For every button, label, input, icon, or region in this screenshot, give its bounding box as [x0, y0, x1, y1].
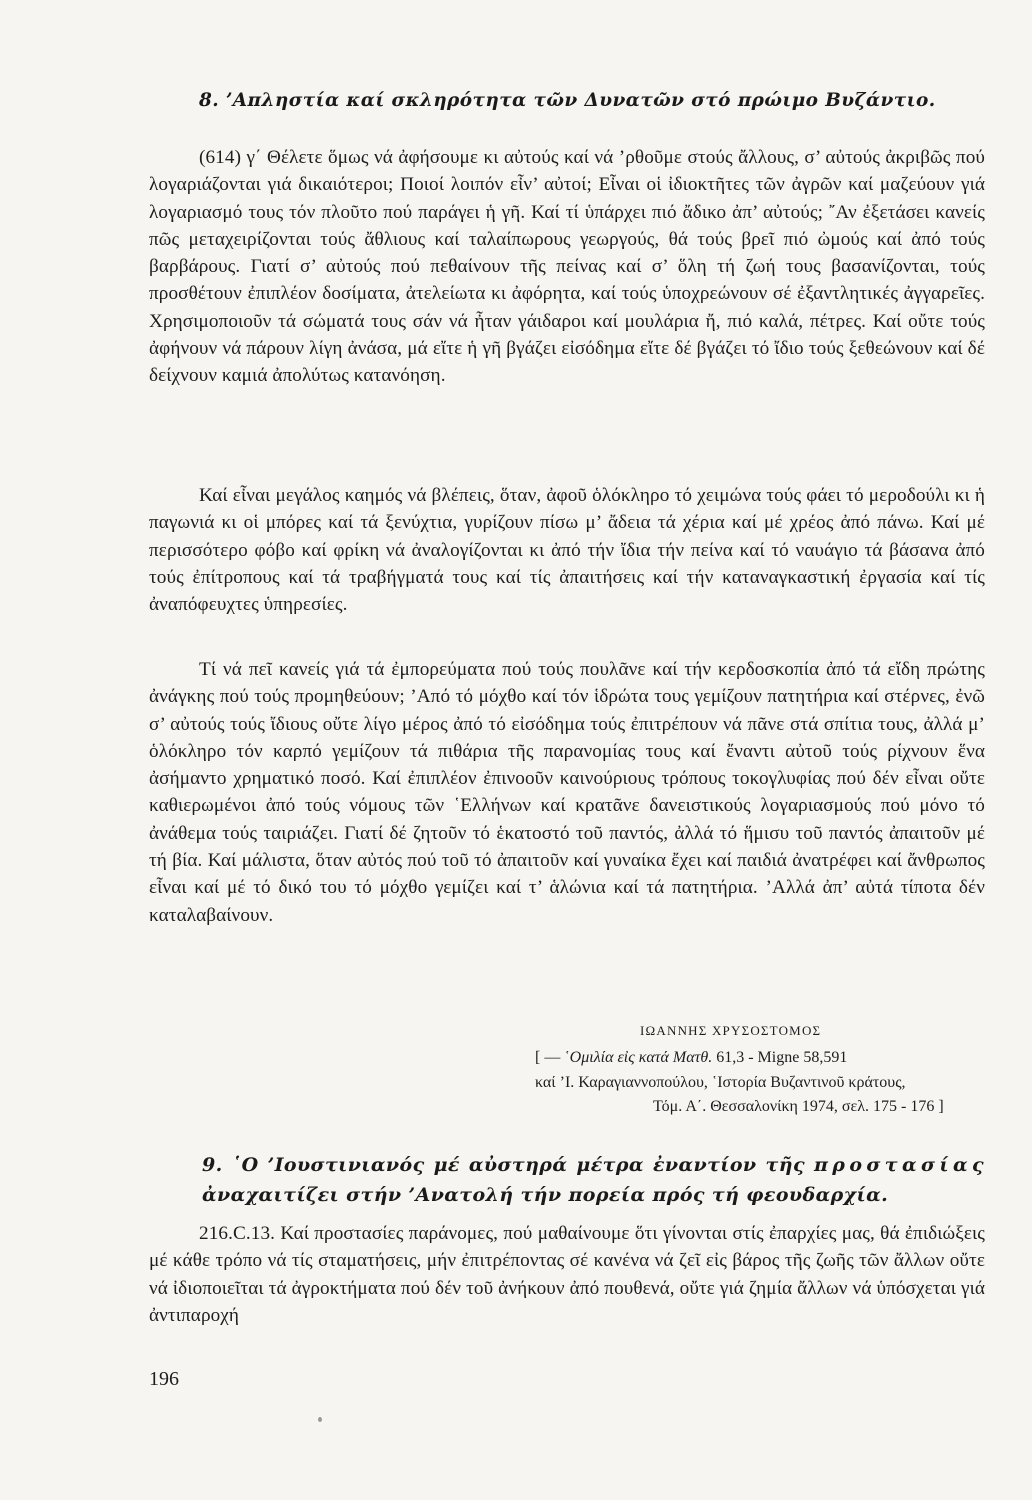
source-citation: [535, 1046, 985, 1120]
section-9-paragraph-1: 216.C.13. Καί προστασίες παράνομες, πού μαθαίνουμε ὅτι γίνονται στίς ἐπαρχίες μας, θά ἐπιδιώξεις μέ κάθε τρόπο νά τίς σταματήσεις, μήν ἐπιτρέποντας σέ κανένα νά ζεῖ εἰς βάρος τῆς ζωῆς τῶν ἄλλων οὔτε νά ἰδιοποιεῖται τά ἀγροκτήματα πού δέν τοῦ ἀνήκουν ἀπό πουθενά, οὔτε γιά ζημία ἄλλων νά ὑπόσχεται γιά ἀντιπαροχή: [149, 1223, 985, 1326]
citation-line-2: καί ’Ι. Καραγιαννοπούλου, ῾Ιστορία Βυζαντινοῦ κράτους,: [535, 1073, 906, 1091]
citation-line-3: Τόμ. Α΄. Θεσσαλονίκη 1974, σελ. 175 - 176 ]: [653, 1098, 944, 1115]
section-8-heading: 8. ’Απληστία καί σκληρότητα τῶν Δυνατῶν στό πρώιμο Βυζάντιο.: [199, 90, 936, 111]
print-speck-mark: [318, 1417, 322, 1422]
citation-line-1: [ — ῾Ομιλία εἰς κατά Ματθ. 61,3 - Migne 58,591: [535, 1049, 848, 1066]
section-8-paragraph-1: (614) γ΄ Θέλετε ὅμως νά ἀφήσουμε κι αὐτούς καί νά ’ρθοῦμε στούς ἄλλους, σ’ αὐτούς ἀκριβῶς πού λογαριάζονται γιά δικαιότεροι; Ποιοί λοιπόν εἶν’ αὐτοί; Εἶναι οἱ ἰδιοκτῆτες τῶν ἀγρῶν καί μαζεύουν γιά λογαριασμό τους τόν πλοῦτο πού παράγει ἡ γῆ. Καί τί ὑπάρχει πιό ἄδικο ἀπ’ αὐτούς; ῎Αν ἐξετάσει κανείς πῶς μεταχειρίζονται τούς ἄθλιους καί ταλαίπωρους γεωργούς, θά τούς βρεῖ πιό ὠμούς καί ἀπό τούς βαρβάρους. Γιατί σ’ αὐτούς πού πεθαίνουν τῆς πείνας καί σ’ ὅλη τή ζωή τους βασανίζονται, τούς προσθέτουν ἐπιπλέον δοσίματα, ἀτελείωτα κι ἀφόρητα, καί τούς ὑποχρεώνουν σέ ἐξαντλητικές ἀγγαρεῖες. Χρησιμοποιοῦν τά σώματά τους σάν νά ἦταν γάιδαροι καί μουλάρια ἤ, πιό καλά, πέτρες. Καί οὔτε τούς ἀφήνουν νά πάρουν λίγη ἀνάσα, μά εἴτε ἡ γῆ βγάζει εἰσόδημα εἴτε δέ βγάζει τό ἴδιο τούς ξεθεώνουν καί δέ δείχνουν καμιά ἀπολύτως κατανόηση.: [149, 147, 985, 387]
author-signature: ΙΩΑΝΝΗΣ ΧΡΥΣΟΣΤΟΜΟΣ: [640, 1023, 822, 1038]
page-number: 196: [149, 1368, 179, 1390]
section-8-paragraph-3: Τί νά πεῖ κανείς γιά τά ἐμπορεύματα πού τούς πουλᾶνε καί τήν κερδοσκοπία ἀπό τά εἴδη πρώτης ἀνάγκης πού τούς προμηθεύουν; ’Από τό μόχθο καί τόν ἱδρώτα τους γεμίζουν πατητήρια καί στέρνες, ἐνῶ σ’ αὐτούς τούς ἴδιους οὔτε λίγο μέρος ἀπό τό εἰσόδημα τούς ἐπιτρέπουν νά πᾶνε στά σπίτια τους, ἀλλά μ’ ὁλόκληρο τόν καρπό γεμίζουν τά πιθάρια τῆς παρανομίας τους καί ἔναντι αὐτοῦ τούς ρίχνουν ἕνα ἀσήμαντο χρηματικό ποσό. Καί ἐπιπλέον ἐπινοοῦν καινούριους τρόπους τοκογλυφίας πού δέν εἶναι οὔτε καθιερωμένοι ἀπό τούς νόμους τῶν ῾Ελλήνων καί κρατᾶνε δανειστικούς λογαριασμούς πού μόνο τό ἀνάθεμα τούς ταιριάζει. Γιατί δέ ζητοῦν τό ἑκατοστό τοῦ παντός, ἀλλά τό ἥμισυ τοῦ παντός ἀπαιτοῦν μέ τή βία. Καί μάλιστα, ὅταν αὐτός πού τοῦ τό ἀπαιτοῦν καί γυναίκα ἔχει καί παιδιά ἀνατρέφει καί ἄνθρωπος εἶναι καί μέ τό δικό του τό μόχθο γεμίζει καί τ’ ἁλώνια καί τά πατητήρια. ’Αλλά ἀπ’ αὐτά τίποτα δέν καταλαβαίνουν.: [149, 659, 985, 926]
section-9-heading: 9. ῾Ο ’Ιουστινιανός μέ αὐστηρά μέτρα ἐναντίον τῆς προστασίας ἀναχαιτίζει στήν ’Ανατολή τήν πορεία πρός τή φεουδαρχία.: [202, 1154, 989, 1206]
section-8-paragraph-2: Καί εἶναι μεγάλος καημός νά βλέπεις, ὅταν, ἀφοῦ ὁλόκληρο τό χειμώνα τούς φάει τό μεροδούλι κι ἡ παγωνιά κι οἱ μπόρες καί τά ξενύχτια, γυρίζουν πίσω μ’ ἄδεια τά χέρια καί μέ χρέος ἀπό πάνω. Καί μέ περισσότερο φόβο καί φρίκη νά ἀναλογίζονται κι ἀπό τήν ἴδια τήν πείνα καί τό ναυάγιο τά βάσανα ἀπό τούς ἐπίτροπους καί τά τραβήγματά τους καί τίς ἀπαιτήσεις καί τήν καταναγκαστική ἐργασία καί τίς ἀναπόφευχτες ὑπηρεσίες.: [149, 485, 985, 616]
